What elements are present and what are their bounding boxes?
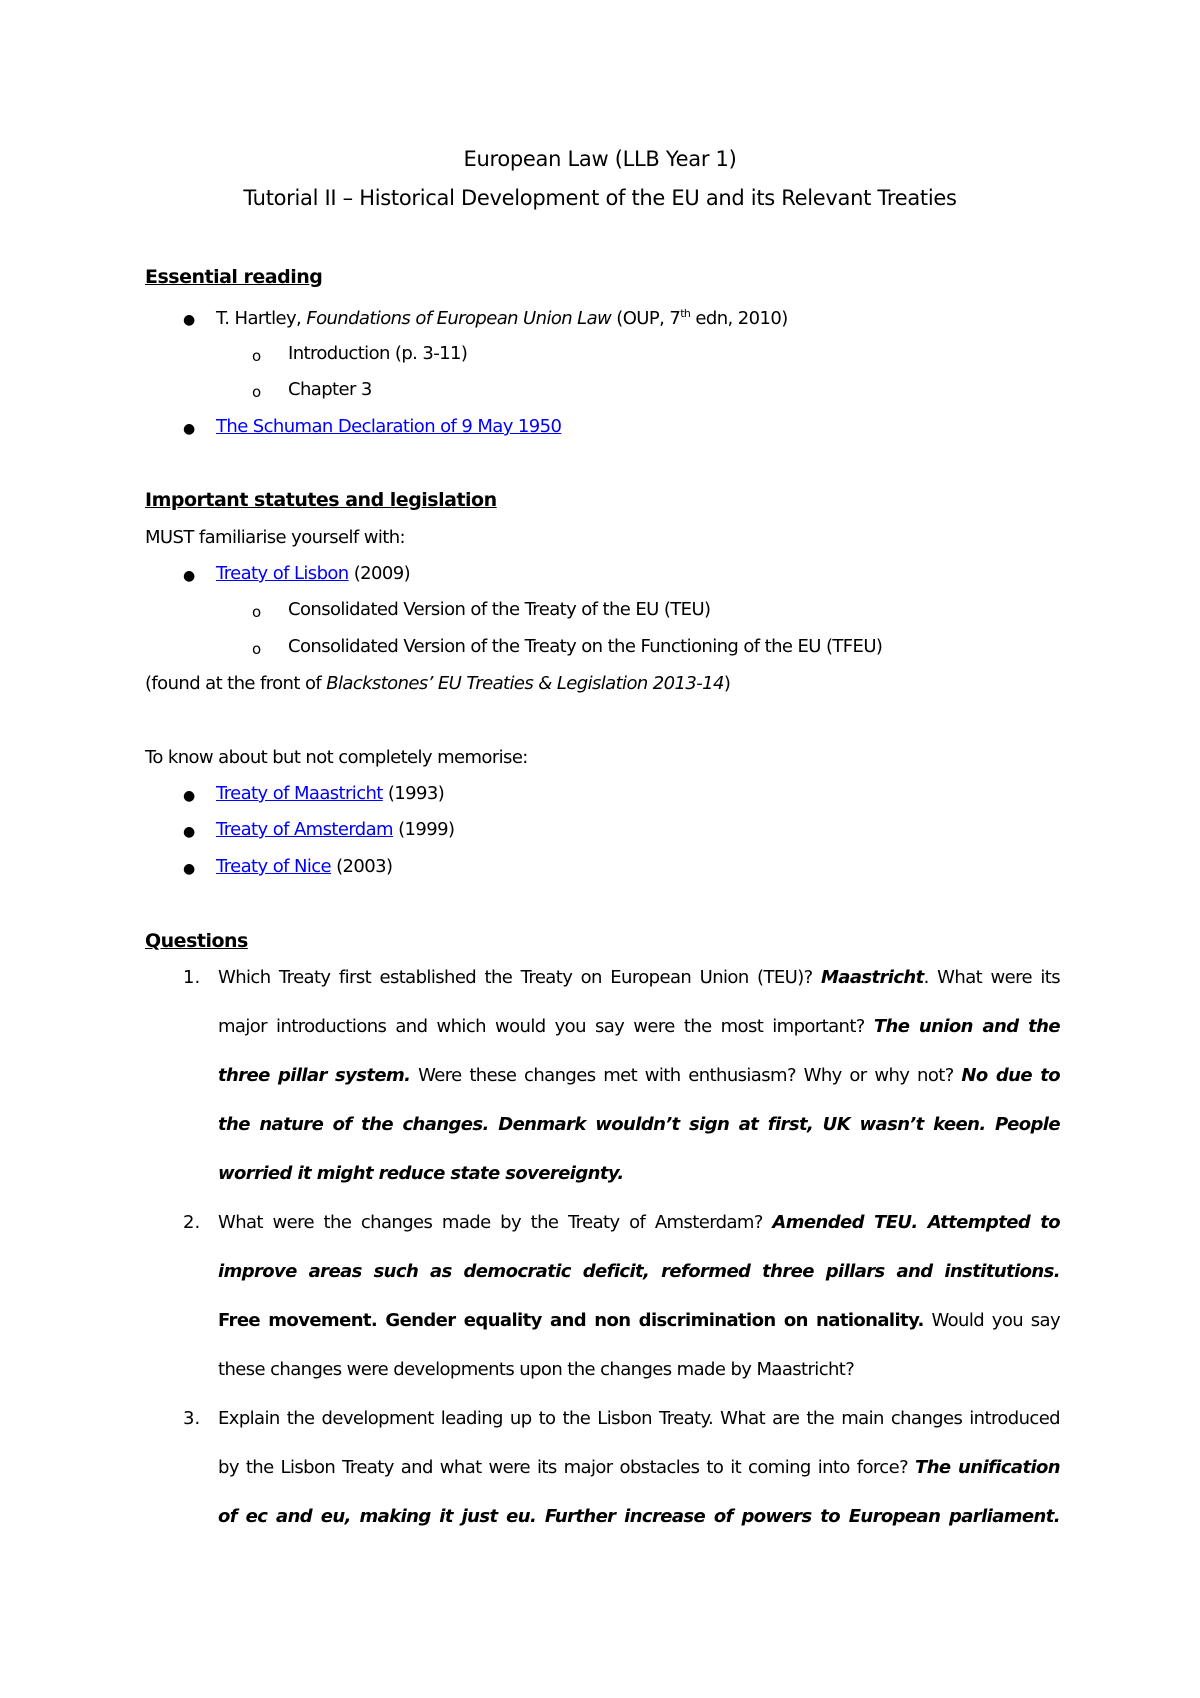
q3-text: Explain the development leading up to the Lisbon Treaty. What are the main changes introduced: [218, 1408, 1060, 1429]
sub-bullet-icon: o: [252, 383, 262, 401]
treaty-of-lisbon-link[interactable]: Treaty of Lisbon: [216, 563, 349, 584]
q1-line-1: [218, 967, 1060, 988]
amsterdam-year: (1999): [393, 819, 455, 840]
hartley-reference: [216, 307, 788, 329]
q3-line-1: [218, 1408, 1060, 1429]
treaty-of-maastricht-link[interactable]: Treaty of Maastricht: [216, 783, 383, 804]
schuman-declaration-link[interactable]: The Schuman Declaration of 9 May 1950: [216, 416, 562, 437]
book-title: Foundations of European Union Law: [306, 308, 612, 329]
bullet-icon: ●: [183, 861, 196, 877]
nice-item: [216, 856, 392, 877]
bullet-icon: ●: [183, 824, 196, 840]
q3-line-2: [218, 1457, 1060, 1478]
q3-text: by the Lisbon Treaty and what were its major obstacles to it coming into force?: [218, 1457, 916, 1478]
found-note: [145, 673, 730, 694]
q3-answer: of ec and eu, making it just eu. Further increase of powers to European parliament.: [218, 1506, 1060, 1527]
tfeu-item: Consolidated Version of the Treaty on the Functioning of the EU (TFEU): [288, 636, 883, 657]
book-author: T. Hartley,: [216, 308, 307, 329]
q2-line-4: [218, 1359, 1060, 1380]
sub-bullet-icon: o: [252, 347, 262, 365]
q1-text: major introductions and which would you say were the most important?: [218, 1016, 874, 1037]
nice-year: (2003): [331, 856, 393, 877]
know-about-text: To know about but not completely memorise:: [145, 747, 528, 768]
bullet-icon: ●: [183, 788, 196, 804]
tutorial-title: Tutorial II – Historical Development of the EU and its Relevant Treaties: [243, 186, 957, 210]
q1-line-5: [218, 1163, 1060, 1184]
q2-line-2: [218, 1261, 1060, 1282]
q3-answer: The unification: [915, 1457, 1061, 1478]
question-number: 1.: [183, 967, 201, 988]
q1-text: Which Treaty first established the Treaty on European Union (TEU)?: [218, 967, 821, 988]
bullet-icon: ●: [183, 421, 196, 437]
q1-text: . What were its: [923, 967, 1060, 988]
q3-line-3: [218, 1506, 1060, 1527]
q2-answer: Free movement. Gender equality and non discrimination on nationality.: [218, 1310, 924, 1331]
treaty-of-nice-link[interactable]: Treaty of Nice: [216, 856, 331, 877]
q1-answer: No due to: [961, 1065, 1061, 1086]
must-familiarise-text: MUST familiarise yourself with:: [145, 527, 405, 548]
question-number: 3.: [183, 1408, 201, 1429]
q1-line-2: [218, 1016, 1060, 1037]
sub-bullet-icon: o: [252, 603, 262, 621]
q1-answer: The union and the: [873, 1016, 1060, 1037]
treaty-of-amsterdam-link[interactable]: Treaty of Amsterdam: [216, 819, 393, 840]
bullet-icon: ●: [183, 312, 196, 328]
bullet-icon: ●: [183, 568, 196, 584]
book-publisher: (OUP, 7: [611, 308, 681, 329]
q2-text: What were the changes made by the Treaty of Amsterdam?: [218, 1212, 773, 1233]
q1-line-3: [218, 1065, 1060, 1086]
q2-text: these changes were developments upon the changes made by Maastricht?: [218, 1359, 855, 1380]
q1-line-4: [218, 1114, 1060, 1135]
found-pre: (found at the front of: [145, 673, 327, 694]
edition-superscript: th: [680, 307, 691, 320]
q1-text: Were these changes met with enthusiasm? Why or why not?: [410, 1065, 962, 1086]
amsterdam-item: [216, 819, 454, 840]
q2-line-1: [218, 1212, 1060, 1233]
book-edition: edn, 2010): [690, 308, 788, 329]
sub-bullet-icon: o: [252, 640, 262, 658]
q2-line-3: [218, 1310, 1060, 1331]
q2-answer: Amended TEU. Attempted to: [772, 1212, 1061, 1233]
q1-answer: three pillar system.: [218, 1065, 411, 1086]
q1-answer: Maastricht: [820, 967, 924, 988]
course-title: European Law (LLB Year 1): [463, 147, 737, 171]
teu-item: Consolidated Version of the Treaty of the EU (TEU): [288, 599, 711, 620]
maastricht-item: [216, 783, 444, 804]
lisbon-year: (2009): [348, 563, 411, 584]
q2-answer: improve areas such as democratic deficit, reformed three pillars and institutions.: [218, 1261, 1060, 1282]
q1-answer: the nature of the changes. Denmark wouldn’t sign at first, UK wasn’t keen. People: [218, 1114, 1060, 1135]
blackstones-title: Blackstones’ EU Treaties & Legislation 2013-14: [326, 673, 724, 694]
found-post: ): [723, 673, 731, 694]
maastricht-year: (1993): [382, 783, 445, 804]
hartley-chapter: Chapter 3: [288, 379, 372, 400]
hartley-introduction: Introduction (p. 3-11): [288, 343, 468, 364]
statutes-heading: Important statutes and legislation: [145, 489, 497, 511]
question-number: 2.: [183, 1212, 201, 1233]
q1-answer: worried it might reduce state sovereignty.: [218, 1163, 624, 1184]
essential-reading-heading: Essential reading: [145, 266, 323, 288]
questions-heading: Questions: [145, 930, 248, 952]
lisbon-item: [216, 563, 410, 584]
q2-text: Would you say: [923, 1310, 1060, 1331]
